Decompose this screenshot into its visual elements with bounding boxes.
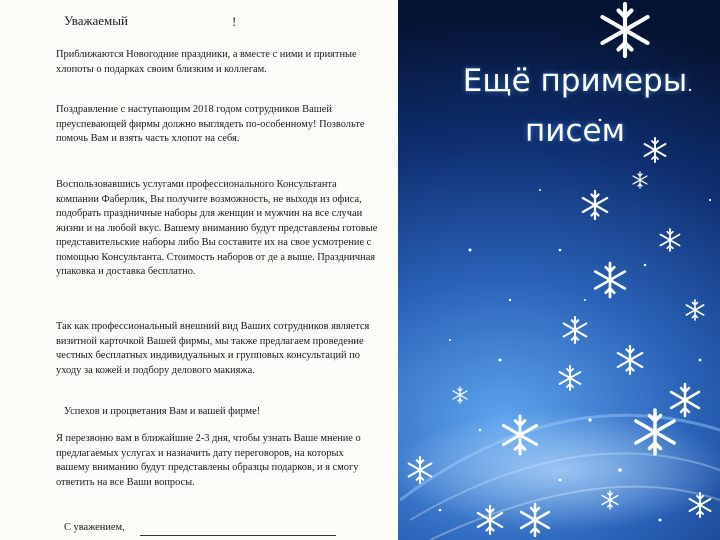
slide-title xyxy=(430,56,720,156)
letter-paragraph: Так как профессиональный внешний вид Ваших сотрудников является визитной карточкой Вашей фирмы, мы также предлагаем проведение честных бесплатных индивидуальных и групповых консультаций по уходу за кожей и подбору делового макияжа. xyxy=(56,321,370,376)
letter-exclamation: ! xyxy=(232,14,237,29)
letter-salutation: Уважаемый xyxy=(64,13,128,28)
letter-paragraph: Приближаются Новогодние праздники, а вместе с ними и приятные хлопоты о подарках своим близким и коллегам. xyxy=(56,49,357,75)
letter-paragraph: Воспользовавшись услугами профессионального Консультанта компании Фаберлик, Вы получите возможность, не выходя из офиса, подобрать праздничные наборы для женщин и мужчин на все случаи жизни и на любой вкус. Вашему вниманию будут представлены готовые представительские наборы либо Вы составите их на свое усмотрение с помощью Консультанта. Стоимость наборов от де а выше. Праздничная упаковка и доставка бесплатно. xyxy=(56,179,378,277)
letter-closing: С уважением, xyxy=(64,522,125,533)
letter-paragraph: Успехов и процветания Вам и вашей фирме! xyxy=(64,406,261,417)
letter-paragraph: Я перезвоню вам в ближайшие 2-3 дня, чтобы узнать Ваше мнение о предлагаемых услугах и назначить дату переговоров, на которых вашему вниманию будут представлены образцы подарков, и я смогу ответить на все Ваши вопросы. xyxy=(56,433,361,488)
signature-line xyxy=(140,535,336,536)
slide-title-line-1: Ещё примеры xyxy=(462,63,688,99)
slide-title-line-2: писем xyxy=(525,113,625,149)
letter-paragraph: Поздравление с наступающим 2018 годом сотрудников Вашей преуспевающей фирмы должно выглядеть по-особенному! Позвольте помочь Вам и взять часть хлопот на себя. xyxy=(56,104,365,144)
